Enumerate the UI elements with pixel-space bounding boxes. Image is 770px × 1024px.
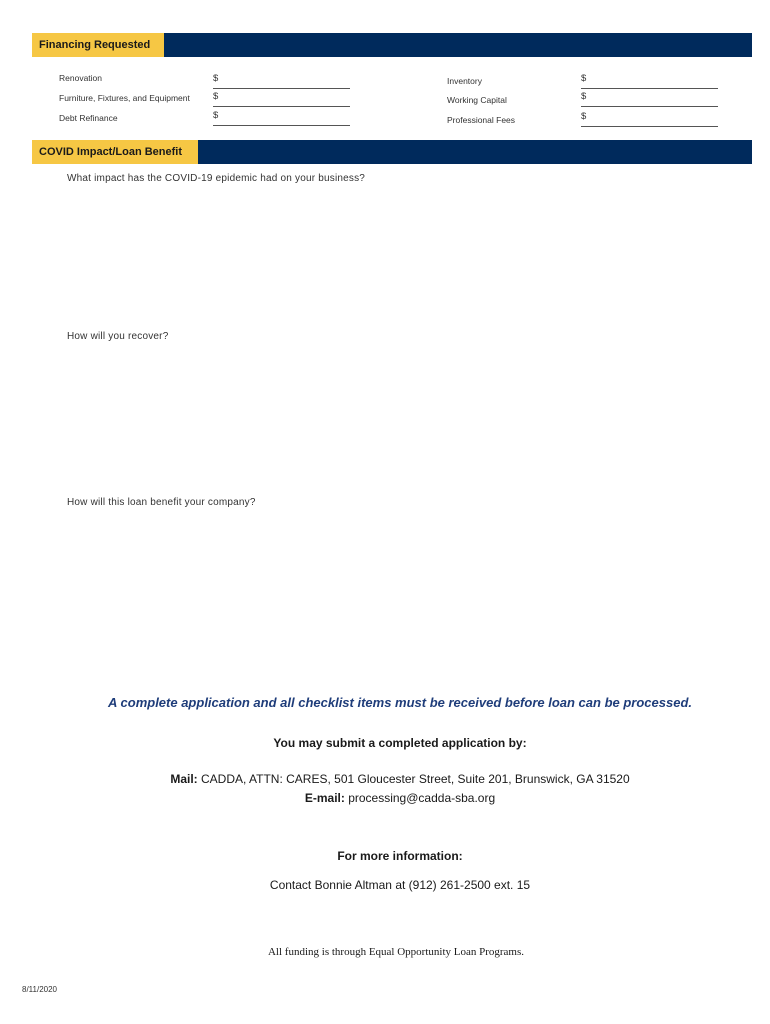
financing-label: Professional Fees (447, 115, 516, 125)
working-capital-amount-field[interactable] (581, 92, 718, 107)
financing-label: Debt Refinance (59, 113, 118, 123)
contact-line: Contact Bonnie Altman at (912) 261-2500 ext. 15 (269, 878, 531, 892)
dollar-sign: $ (213, 73, 219, 84)
info-heading: For more information: (337, 849, 463, 863)
financing-label: Renovation (59, 73, 103, 83)
renovation-amount-field[interactable] (213, 74, 350, 89)
equal-opportunity-statement: All funding is through Equal Opportunity Loan Programs. (267, 946, 525, 958)
question-covid-impact: What impact has the COVID-19 epidemic had on your business? (67, 173, 366, 184)
email-address[interactable]: processing@cadda-sba.org (348, 791, 496, 805)
dollar-sign: $ (581, 73, 587, 84)
financing-label: Working Capital (447, 95, 507, 105)
dollar-sign: $ (581, 111, 587, 122)
question-loan-benefit: How will this loan benefit your company? (67, 497, 256, 508)
question-recovery: How will you recover? (67, 331, 169, 342)
submit-heading: You may submit a completed application by: (273, 736, 527, 750)
application-notice: A complete application and all checklist items must be received before loan can be processed. (108, 695, 692, 710)
financing-section-title: Financing Requested (32, 33, 164, 57)
financing-label: Inventory (447, 76, 482, 86)
dollar-sign: $ (581, 91, 587, 102)
financing-label: Furniture, Fixtures, and Equipment (59, 93, 190, 103)
covid-section-title: COVID Impact/Loan Benefit (32, 140, 198, 164)
email-line (0, 791, 770, 805)
covid-section-header (32, 140, 752, 164)
dollar-sign: $ (213, 110, 219, 121)
email-label: E-mail: (304, 791, 345, 805)
debt-refinance-amount-field[interactable] (213, 111, 350, 126)
financing-section-header (32, 33, 752, 57)
mail-label: Mail: (170, 772, 198, 786)
mail-address: CADDA, ATTN: CARES, 501 Gloucester Street, Suite 201, Brunswick, GA 31520 (201, 772, 630, 786)
professional-fees-amount-field[interactable] (581, 112, 718, 127)
revision-date: 8/11/2020 (22, 985, 57, 994)
mail-line (0, 772, 770, 786)
dollar-sign: $ (213, 91, 219, 102)
inventory-amount-field[interactable] (581, 74, 718, 89)
ffe-amount-field[interactable] (213, 92, 350, 107)
